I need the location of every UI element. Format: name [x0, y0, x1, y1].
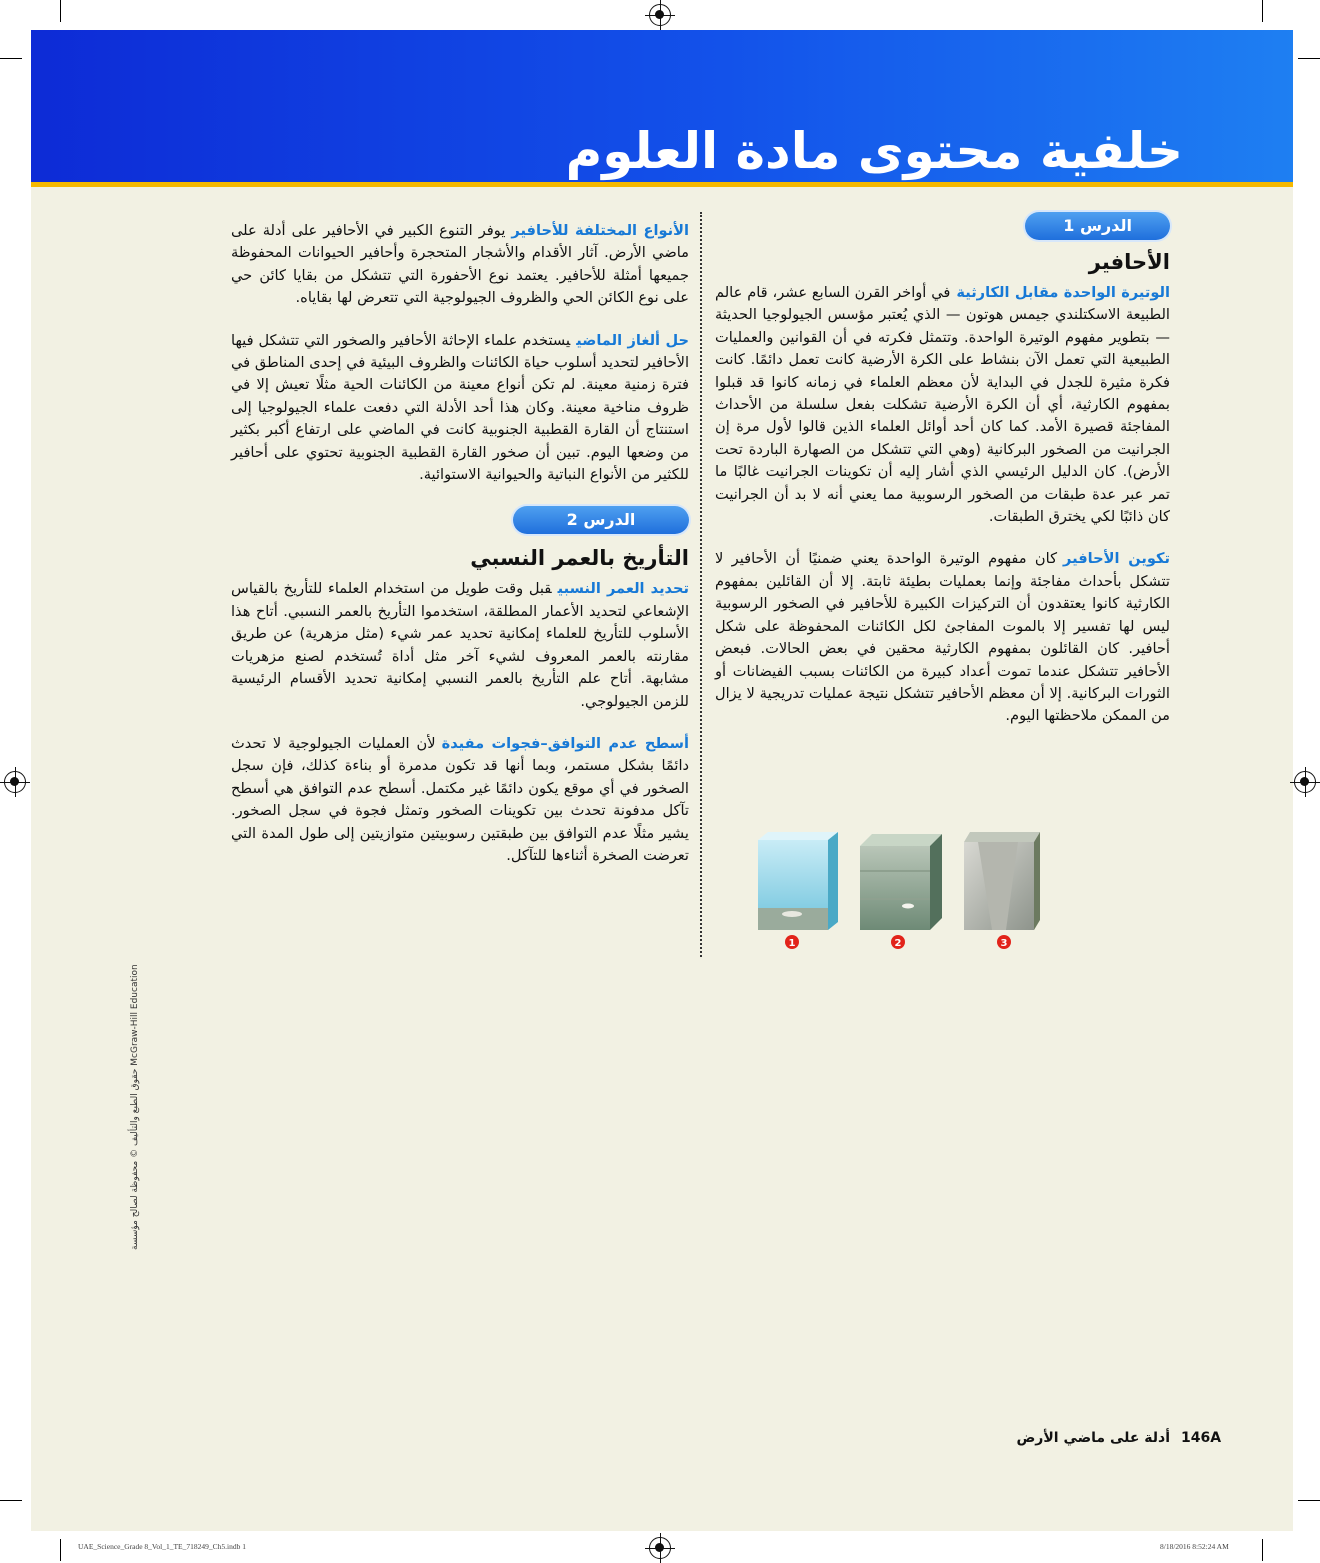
crop-mark — [1298, 58, 1320, 59]
registration-mark — [1294, 771, 1316, 793]
crop-mark — [0, 1500, 22, 1501]
paragraph — [231, 330, 689, 487]
marker-2-label: 2 — [894, 938, 902, 949]
left-column — [231, 220, 689, 887]
crop-mark — [1298, 1500, 1320, 1501]
accent-rule — [31, 182, 1293, 187]
block-3 — [964, 832, 1040, 930]
copyright-text: McGraw-Hill Education حقوق الطبع والتأليف © محفوظة لصالح مؤسسة — [130, 964, 140, 1250]
paragraph — [715, 548, 1170, 727]
marker-3 — [997, 935, 1011, 949]
paragraph-text: لأن العمليات الجيولوجية لا تحدث دائمًا بشكل مستمر، وبما أنها قد تكون مدمرة أو بناءة كذلك، فإن سجل الصخور في أي موقع يكون دائمًا غير مكتمل. أسطح عدم التوافق هي أسطح تآكل مدفونة تحدث بين تكوينات الصخور وتمثل فجوة في سجل الصخور. يشير مثلًا عدم التوافق بين طبقتين رسوبيتين متوازيتين إلى طول المدة التي تعرضت الصخرة أثناءها للتآكل. — [231, 734, 689, 864]
marker-2 — [891, 935, 905, 949]
crop-mark — [60, 1539, 61, 1561]
marker-3-label: 3 — [1000, 938, 1008, 949]
keyword: تحديد العمر النسبي — [557, 580, 689, 598]
right-column — [715, 212, 1170, 748]
copyright-credit — [130, 960, 144, 1260]
page-title: خلفية محتوى مادة العلوم — [565, 122, 1183, 180]
paragraph-text: كان مفهوم الوتيرة الواحدة يعني ضمنيًا أن الأحافير لا تتشكل بأحداث مفاجئة وإنما بعمليات بطيئة ثابتة. إلا أن القائلين بمفهوم الكارثية كانوا يعتقدون أن التركيزات الكبيرة للأحافير في الصخور الرسوبية ليس لها تفسير إلا بالموت المفاجئ لكل الكائنات المحفوظة على شكل أحافير. كان القائلون بمفهوم الكارثية محقين في بعض الحالات. فبعض الأحافير تتشكل عندما تموت أعداد كبيرة من الكائنات بسبب الفيضانات أو الثورات البركانية. إلا أن معظم الأحافير تتشكل نتيجة عمليات تدريجية لا يزال من الممكن ملاحظتها اليوم. — [715, 550, 1170, 725]
lesson-1-badge: الدرس 1 — [1025, 212, 1170, 240]
keyword: الوتيرة الواحدة مقابل الكارثية — [956, 284, 1170, 301]
crop-mark — [1262, 1539, 1263, 1561]
keyword: حل ألغاز الماضي — [576, 331, 689, 349]
header-banner — [31, 30, 1293, 182]
registration-mark — [4, 771, 26, 793]
paragraph — [231, 220, 689, 310]
keyword: أسطح عدم التوافق–فجوات مفيدة — [441, 734, 689, 752]
slug-date: 8/18/2016 8:52:24 AM — [1160, 1542, 1229, 1551]
block-2 — [860, 834, 942, 930]
paragraph-text: في أواخر القرن السابع عشر، قام عالم الطبيعة الاسكتلندي جيمس هوتون — الذي يُعتبر مؤسس الجيولوجيا الحديثة — بتطوير مفهوم الوتيرة الواحدة. وتتمثل فكرته في أن القوانين والعمليات الطبيعية التي تعمل الآن بنشاط على الكرة الأرضية كانت تعمل دائمًا. كانت فكرة مثيرة للجدل في البداية لأن معظم العلماء في زمانه كانوا قد قبلوا بمفهوم الكارثية، أي أن الكرة الأرضية تشكلت بفعل سلسلة من الأحداث المفاجئة قصيرة الأمد. كما كان أحد أوائل العلماء الذين قالوا لأول مرة إن الجرانيت من الصخور البركانية (وهي التي تتشكل من الصهارة الباردة تحت الأرض). كان الدليل الرئيسي الذي أشار إليه أن تكوينات الجرانيت غالبًا ما تمر عبر عدة طبقات من الصخور الرسوبية مما يعني أنه لا بد أن الجرانيت كان ذائبًا لكي يخترق الطبقات. — [715, 284, 1170, 526]
slug-file: UAE_Science_Grade 8_Vol_1_TE_718249_Ch5.indb 1 — [78, 1542, 246, 1551]
section-title-fossils: الأحافير — [1088, 250, 1170, 274]
registration-mark — [649, 1537, 671, 1559]
footer-title: أدلة على ماضي الأرض — [1016, 1430, 1170, 1446]
registration-mark — [649, 4, 671, 26]
crop-mark — [60, 0, 61, 22]
block-1 — [758, 832, 838, 930]
marker-1 — [785, 935, 799, 949]
paragraph-text: قبل وقت طويل من استخدام العلماء للتأريخ بالقياس الإشعاعي لتحديد الأعمار المطلقة، استخدموا التأريخ بالعمر النسبي. أتاح هذا الأسلوب للتأريخ للعلماء إمكانية تحديد عمر شيء (مثل مزهرية) عن طريق مقارنته بالعمر المعروف لشيء آخر مثل أداة تُستخدم لصنع مزهريات مشابهة. أتاح علم التأريخ بالعمر النسبي إمكانية تحديد الأقسام الرئيسية للزمن الجيولوجي. — [231, 580, 689, 710]
column-divider — [700, 212, 702, 957]
marker-1-label: 1 — [788, 938, 796, 949]
page-number: 146A — [1181, 1430, 1222, 1446]
paragraph — [231, 578, 689, 712]
crop-mark — [0, 58, 22, 59]
keyword: الأنواع المختلفة للأحافير — [511, 222, 689, 239]
lesson-2-badge: الدرس 2 — [513, 506, 689, 534]
paragraph-text: يستخدم علماء الإحاثة الأحافير والصخور التي تتشكل فيها الأحافير لتحديد أسلوب حياة الكائنات والظروف البيئية في إحدى المناطق في فترة زمنية معينة. لم تكن أنواع معينة من الكائنات الحية مثلًا تعيش إلا في ظروف مناخية معينة. وكان هذا أحد الأدلة التي دفعت علماء الجيولوجيا إلى استنتاج أن القارة القطبية الجنوبية كانت في الماضي على ارتفاع أكبر بكثير من وضعها اليوم. تبين أن صخور القارة القطبية الجنوبية تحتوي على أحافير للكثير من الأنواع النباتية والحيوانية الاستوائية. — [231, 331, 689, 484]
fossil-formation-figure — [756, 830, 1040, 952]
paragraph — [715, 282, 1170, 528]
keyword: تكوين الأحافير — [1063, 550, 1170, 568]
section-title-relative-dating: التأريخ بالعمر النسبي — [470, 546, 689, 571]
paragraph — [231, 733, 689, 867]
paragraph-text: يوفر التنوع الكبير في الأحافير على أدلة على ماضي الأرض. آثار الأقدام والأشجار المتحجرة وأحافير الحيوانات المحفوظة جميعها أمثلة للأحافير. يعتمد نوع الأحفورة التي تتشكل من بقايا كائن حي على نوع الكائن الحي والظروف الجيولوجية التي تتعرض لها بقاياه. — [231, 222, 689, 307]
crop-mark — [1262, 0, 1263, 22]
